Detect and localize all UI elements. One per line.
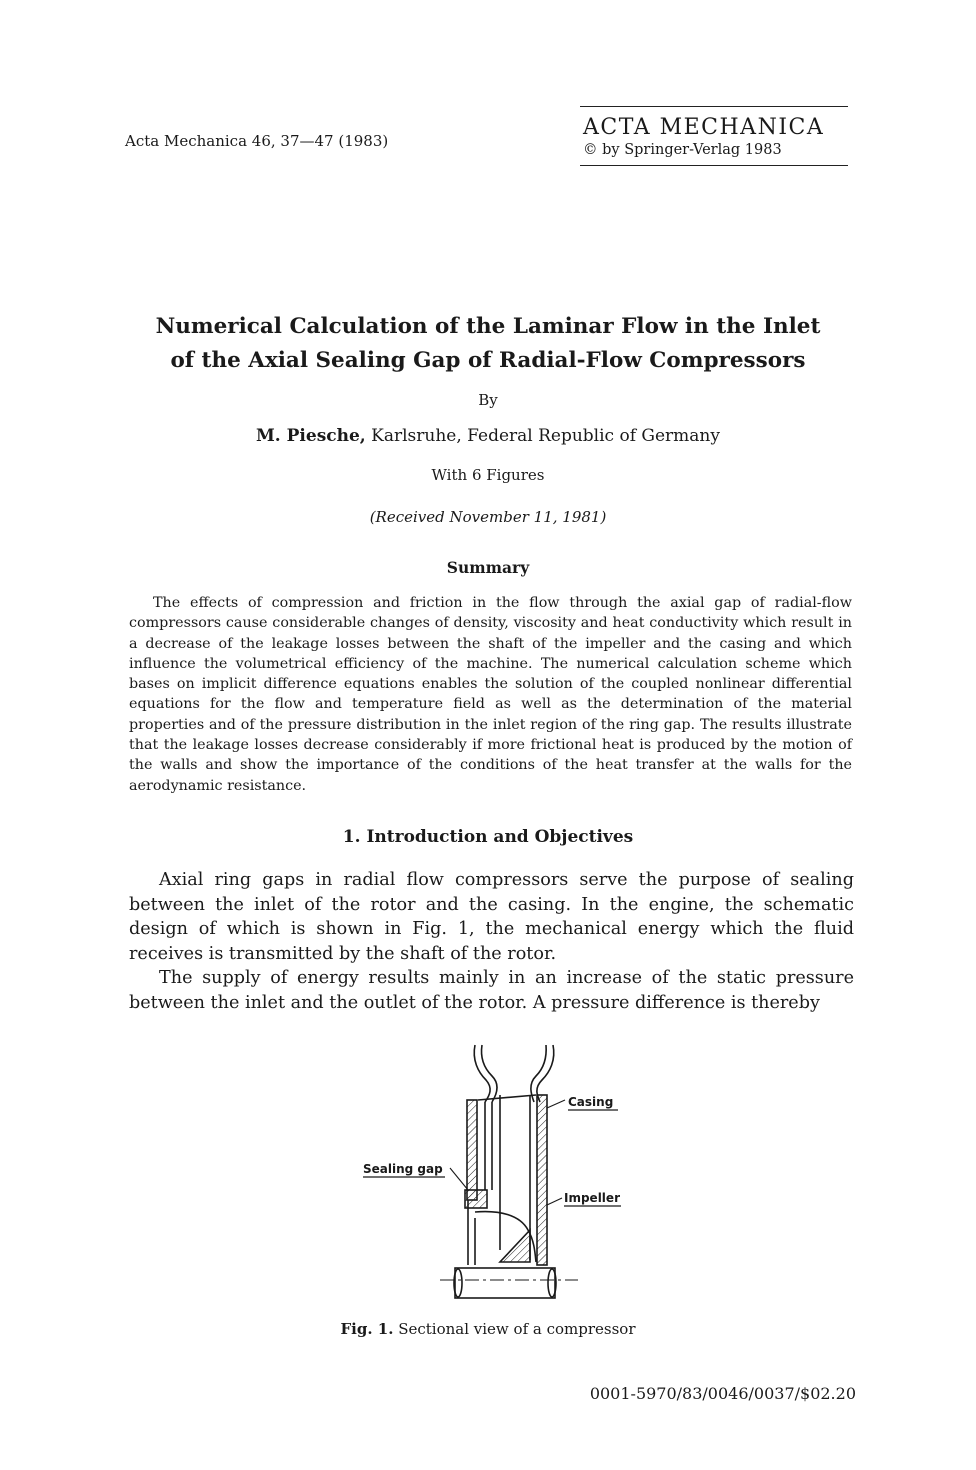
body-paragraph-2: The supply of energy results mainly in an increase of the static pressure between the inlet and the outlet of the rotor. A pressure difference is thereby: [129, 968, 854, 1013]
figures-note: With 6 Figures: [431, 466, 545, 484]
compressor-drawing: [350, 1040, 630, 1310]
author-affiliation: Karlsruhe, Federal Republic of Germany: [365, 426, 720, 446]
figure-caption-text: Sectional view of a compressor: [393, 1320, 636, 1338]
article-code: 0001-5970/83/0046/0037/$02.20: [589, 1384, 856, 1403]
journal-copyright: © by Springer-Verlag 1983: [583, 142, 782, 158]
summary-paragraph: The effects of compression and friction in the flow through the axial gap of radial-flow compressors cause considerable changes of density, viscosity and heat conductivity which result in a decrease of the leakage losses between the shaft of the impeller and the casing and which influence the volumetrical efficiency of the machine. The numerical calculation scheme which bases on implicit difference equations enables the solution of the coupled nonlinear differential equations for the flow and temperature field as well as the determination of the material properties and of the pressure distribution in the inlet region of the ring gap. The results illustrate that the leakage losses decrease considerably if more frictional heat is produced by the motion of the walls and show the importance of the conditions of the heat transfer at the walls for the aerodynamic resistance.: [129, 595, 852, 794]
figure-caption: [120, 1320, 856, 1338]
journal-brand-name: ACTA MECHANICA: [583, 115, 825, 140]
summary-body: [129, 593, 852, 796]
received-date: (Received November 11, 1981): [369, 508, 607, 526]
section-heading: 1. Introduction and Objectives: [342, 827, 634, 847]
journal-reference: Acta Mechanica 46, 37—47 (1983): [125, 132, 389, 150]
author-line: [120, 426, 856, 446]
label-casing: Casing: [568, 1095, 614, 1109]
by-line: By: [478, 391, 498, 409]
figure-caption-number: Fig. 1.: [340, 1320, 394, 1338]
label-impeller: Impeller: [564, 1191, 620, 1205]
label-sealing-gap: Sealing gap: [363, 1162, 443, 1176]
author-name: M. Piesche,: [255, 426, 366, 446]
summary-heading: Summary: [446, 558, 530, 577]
compressor-sectional-figure: [350, 1040, 630, 1310]
journal-brand-box: [580, 106, 848, 166]
section-body: [129, 868, 854, 1016]
body-paragraph-1: Axial ring gaps in radial flow compressors serve the purpose of sealing between the inlet of the rotor and the casing. In the engine, the schematic design of which is shown in Fig. 1, the mechanical energy which the fluid receives is transmitted by the shaft of the rotor.: [129, 870, 854, 964]
article-title: [120, 310, 856, 378]
title-line-2: of the Axial Sealing Gap of Radial-Flow Compressors: [170, 348, 806, 373]
title-line-1: Numerical Calculation of the Laminar Flow in the Inlet: [155, 314, 821, 339]
